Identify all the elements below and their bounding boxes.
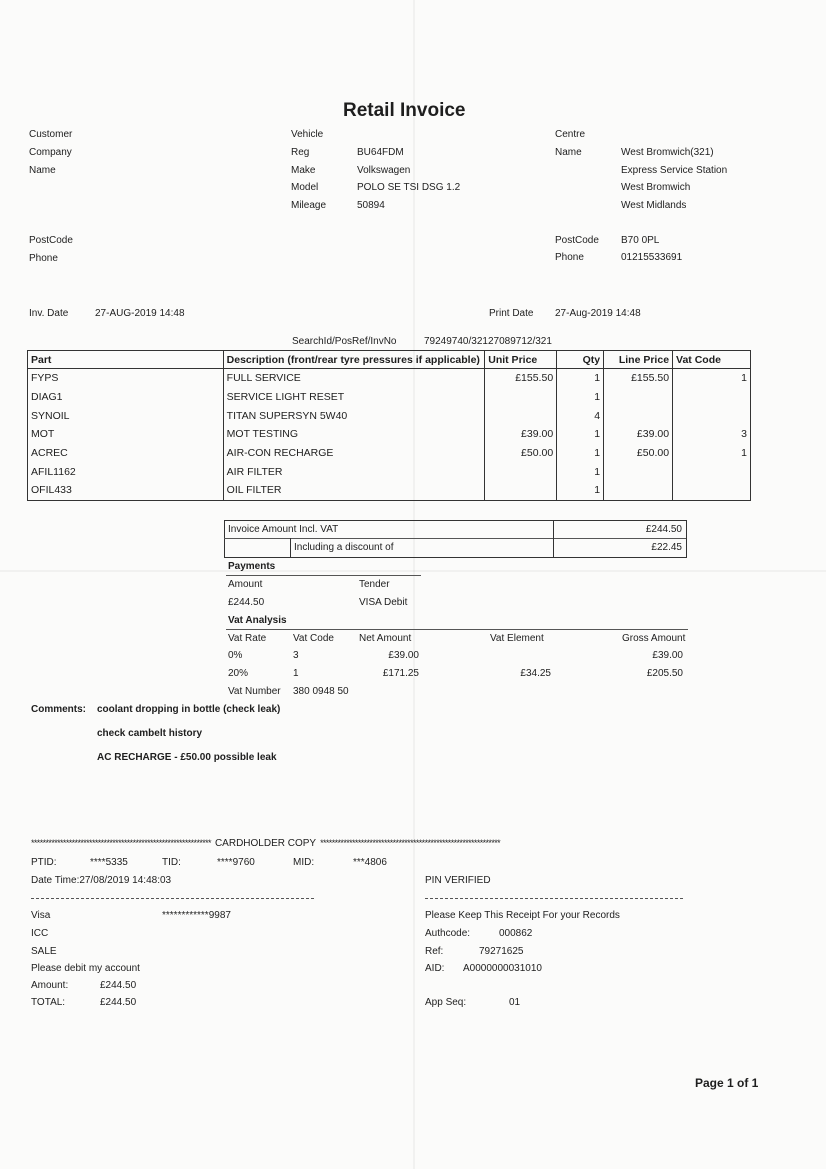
centre-heading: Centre <box>555 129 586 140</box>
vat-code-cell <box>673 406 751 425</box>
qty-cell: 4 <box>557 406 604 425</box>
unit-price-cell <box>485 406 557 425</box>
unit-price-cell <box>485 388 557 407</box>
mileage-value: 50894 <box>357 200 385 211</box>
keep-receipt-text: Please Keep This Receipt For your Records <box>425 910 620 921</box>
table-row <box>28 406 751 425</box>
phone-label: Phone <box>29 253 58 264</box>
vat-col-net: Net Amount <box>359 633 412 644</box>
postcode-label: PostCode <box>29 235 73 246</box>
reg-label: Reg <box>291 147 310 158</box>
col-line-price: Line Price <box>604 351 673 369</box>
payments-underline <box>226 575 421 576</box>
comment-line: AC RECHARGE - £50.00 possible leak <box>97 752 277 763</box>
comment-line: check cambelt history <box>97 728 203 739</box>
centre-line: West Bromwich <box>621 182 691 193</box>
vat-rate-cell: 20% <box>228 668 249 679</box>
description-cell: AIR-CON RECHARGE <box>223 444 485 463</box>
receipt-amount-label: Amount: <box>31 980 69 991</box>
description-cell: AIR FILTER <box>223 462 485 481</box>
receipt-banner <box>31 838 686 849</box>
col-part: Part <box>28 351 224 369</box>
inv-date-label: Inv. Date <box>29 308 69 319</box>
banner-text: CARDHOLDER COPY <box>214 838 317 849</box>
centre-line: West Midlands <box>621 200 687 211</box>
vat-gross-cell: £205.50 <box>646 668 683 679</box>
table-header-row <box>28 351 751 369</box>
card-type: Visa <box>31 910 51 921</box>
table-row <box>28 481 751 500</box>
vat-element-cell: £34.25 <box>520 668 551 679</box>
part-cell: ACREC <box>28 444 224 463</box>
unit-price-cell <box>485 462 557 481</box>
sale-text: SALE <box>31 946 57 957</box>
payment-amount: £244.50 <box>228 597 265 608</box>
vat-rate-cell: 0% <box>228 650 243 661</box>
company-label: Company <box>29 147 72 158</box>
app-seq-label: App Seq: <box>425 997 467 1008</box>
totals-vertical-divider <box>553 520 554 557</box>
vat-col-rate: Vat Rate <box>228 633 267 644</box>
vat-heading: Vat Analysis <box>228 615 287 626</box>
paper-crease <box>413 0 415 1169</box>
mid-label: MID: <box>293 857 315 868</box>
col-qty: Qty <box>557 351 604 369</box>
page-title: Retail Invoice <box>343 100 466 121</box>
vat-code-cell: 3 <box>673 425 751 444</box>
line-price-cell: £155.50 <box>604 369 673 388</box>
payment-tender-label: Tender <box>359 579 390 590</box>
totals-divider <box>224 538 686 539</box>
banner-stars: ************************************************************** <box>31 838 211 848</box>
vat-code-cell: 1 <box>293 668 299 679</box>
inv-date: 27-AUG-2019 14:48 <box>95 308 185 319</box>
unit-price-cell <box>485 481 557 500</box>
unit-price-cell: £39.00 <box>485 425 557 444</box>
model-value: POLO SE TSI DSG 1.2 <box>357 182 461 193</box>
vat-col-code: Vat Code <box>293 633 334 644</box>
description-cell: MOT TESTING <box>223 425 485 444</box>
receipt-total-label: TOTAL: <box>31 997 66 1008</box>
part-cell: DIAG1 <box>28 388 224 407</box>
receipt-total: £244.50 <box>100 997 137 1008</box>
app-seq-value: 01 <box>509 997 521 1008</box>
description-cell: FULL SERVICE <box>223 369 485 388</box>
reg-value: BU64FDM <box>357 147 404 158</box>
part-cell: SYNOIL <box>28 406 224 425</box>
part-cell: MOT <box>28 425 224 444</box>
vat-underline <box>226 629 688 630</box>
authcode-label: Authcode: <box>425 928 471 939</box>
tid-label: TID: <box>162 857 181 868</box>
vat-net-cell: £171.25 <box>382 668 419 679</box>
qty-cell: 1 <box>557 444 604 463</box>
name-label: Name <box>29 165 56 176</box>
model-label: Model <box>291 182 319 193</box>
vat-number: 380 0948 50 <box>293 686 349 697</box>
line-price-cell <box>604 406 673 425</box>
vat-col-element: Vat Element <box>490 633 544 644</box>
qty-cell: 1 <box>557 462 604 481</box>
description-cell: SERVICE LIGHT RESET <box>223 388 485 407</box>
qty-cell: 1 <box>557 369 604 388</box>
vat-code-cell: 1 <box>673 369 751 388</box>
vat-code-cell: 3 <box>293 650 299 661</box>
part-cell: AFIL1162 <box>28 462 224 481</box>
mileage-label: Mileage <box>291 200 327 211</box>
comments-label: Comments: <box>31 704 87 715</box>
line-price-cell: £39.00 <box>604 425 673 444</box>
aid-label: AID: <box>425 963 445 974</box>
line-price-cell <box>604 462 673 481</box>
part-cell: OFIL433 <box>28 481 224 500</box>
vehicle-heading: Vehicle <box>291 129 324 140</box>
comment-line: coolant dropping in bottle (check leak) <box>97 704 281 715</box>
description-cell: TITAN SUPERSYN 5W40 <box>223 406 485 425</box>
receipt-amount: £244.50 <box>100 980 137 991</box>
table-row <box>28 369 751 388</box>
centre-line: West Bromwich(321) <box>621 147 714 158</box>
vat-number-label: Vat Number <box>228 686 281 697</box>
centre-postcode-label: PostCode <box>555 235 599 246</box>
qty-cell: 1 <box>557 425 604 444</box>
authcode-value: 000862 <box>499 928 533 939</box>
vat-code-cell <box>673 462 751 481</box>
unit-price-cell: £50.00 <box>485 444 557 463</box>
table-row <box>28 462 751 481</box>
vat-gross-cell: £39.00 <box>652 650 683 661</box>
pin-verified: PIN VERIFIED <box>425 875 491 886</box>
vat-code-cell <box>673 388 751 407</box>
search-label: SearchId/PosRef/InvNo <box>292 336 397 347</box>
vat-code-cell: 1 <box>673 444 751 463</box>
centre-name-label: Name <box>555 147 582 158</box>
page-number: Page 1 of 1 <box>695 1076 759 1090</box>
centre-line: Express Service Station <box>621 165 728 176</box>
payment-amount-label: Amount <box>228 579 263 590</box>
mid-value: ***4806 <box>353 857 387 868</box>
part-cell: FYPS <box>28 369 224 388</box>
table-row <box>28 425 751 444</box>
banner-stars: ************************************************************** <box>320 838 501 848</box>
debit-text: Please debit my account <box>31 963 140 974</box>
invoice-amount-label: Invoice Amount Incl. VAT <box>228 524 339 535</box>
discount-amount: £22.45 <box>651 542 682 553</box>
unit-price-cell: £155.50 <box>485 369 557 388</box>
search-value: 79249740/32127089712/321 <box>424 336 552 347</box>
table-row <box>28 444 751 463</box>
table-row <box>28 388 751 407</box>
qty-cell: 1 <box>557 388 604 407</box>
discount-label: Including a discount of <box>294 542 394 553</box>
payment-tender: VISA Debit <box>359 597 408 608</box>
parts-table <box>27 350 751 501</box>
line-price-cell <box>604 388 673 407</box>
receipt-divider <box>425 898 683 899</box>
ptid-value: ****5335 <box>90 857 128 868</box>
qty-cell: 1 <box>557 481 604 500</box>
vat-code-cell <box>673 481 751 500</box>
payments-heading: Payments <box>228 561 276 572</box>
print-date: 27-Aug-2019 14:48 <box>555 308 641 319</box>
description-cell: OIL FILTER <box>223 481 485 500</box>
invoice-amount: £244.50 <box>645 524 682 535</box>
customer-heading: Customer <box>29 129 73 140</box>
vat-col-gross: Gross Amount <box>622 633 686 644</box>
ref-value: 79271625 <box>479 946 524 957</box>
centre-postcode: B70 0PL <box>621 235 660 246</box>
receipt-divider <box>31 898 314 899</box>
ptid-label: PTID: <box>31 857 57 868</box>
col-unit-price: Unit Price <box>485 351 557 369</box>
line-price-cell <box>604 481 673 500</box>
receipt-datetime: Date Time:27/08/2019 14:48:03 <box>31 875 172 886</box>
discount-left-divider <box>290 538 291 557</box>
make-label: Make <box>291 165 316 176</box>
centre-phone: 01215533691 <box>621 252 683 263</box>
centre-phone-label: Phone <box>555 252 584 263</box>
aid-value: A0000000031010 <box>463 963 542 974</box>
tid-value: ****9760 <box>217 857 255 868</box>
col-vat-code: Vat Code <box>673 351 751 369</box>
make-value: Volkswagen <box>357 165 411 176</box>
print-date-label: Print Date <box>489 308 534 319</box>
col-description: Description (front/rear tyre pressures if applicable) <box>223 351 485 369</box>
icc-text: ICC <box>31 928 49 939</box>
vat-net-cell: £39.00 <box>388 650 419 661</box>
line-price-cell: £50.00 <box>604 444 673 463</box>
ref-label: Ref: <box>425 946 444 957</box>
card-number: ************9987 <box>162 910 231 921</box>
